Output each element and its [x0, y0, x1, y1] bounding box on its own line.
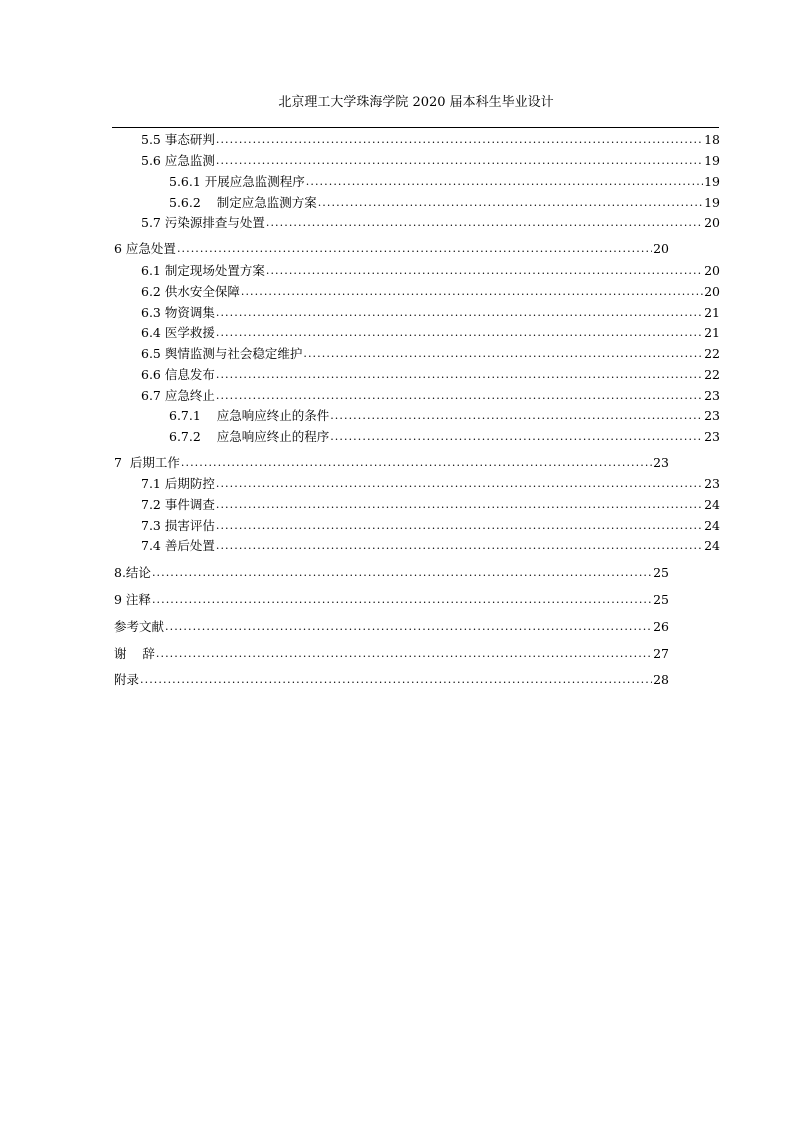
- toc-entry-page: 20: [704, 284, 720, 299]
- toc-entry-label: 7.2 事件调查: [141, 497, 215, 512]
- toc-dot-leader: [216, 538, 703, 554]
- toc-entry[interactable]: [169, 408, 720, 424]
- toc-entry-label: 7.1 后期防控: [141, 476, 215, 491]
- toc-entry-label: 6.5 舆情监测与社会稳定维护: [141, 346, 303, 361]
- toc-dot-leader: [140, 672, 652, 688]
- toc-entry-label: 7.3 损害评估: [141, 518, 215, 533]
- toc-entry-page: 24: [704, 497, 720, 512]
- toc-dot-leader: [177, 241, 652, 257]
- toc-dot-leader: [152, 565, 652, 581]
- toc-entry[interactable]: [141, 215, 720, 231]
- toc-dot-leader: [216, 305, 703, 321]
- toc-dot-leader: [306, 174, 703, 190]
- toc-entry-label: 6.7.1 应急响应终止的条件: [169, 408, 330, 423]
- toc-entry-label: 5.6 应急监测: [141, 153, 215, 168]
- toc-entry[interactable]: [114, 565, 669, 581]
- toc-entry[interactable]: [141, 153, 720, 169]
- toc-entry-page: 23: [653, 455, 669, 470]
- toc-entry[interactable]: [114, 592, 669, 608]
- toc-dot-leader: [152, 592, 652, 608]
- toc-entry-label: 6.3 物资调集: [141, 305, 215, 320]
- toc-entry-page: 19: [704, 153, 720, 168]
- toc-entry[interactable]: [141, 284, 720, 300]
- toc-entry-page: 26: [653, 619, 669, 634]
- toc-dot-leader: [330, 429, 703, 445]
- toc-entry-page: 20: [704, 263, 720, 278]
- toc-entry-page: 19: [704, 174, 720, 189]
- toc-dot-leader: [318, 195, 703, 211]
- toc-entry-page: 20: [704, 215, 720, 230]
- toc-dot-leader: [266, 263, 703, 279]
- toc-dot-leader: [181, 455, 652, 471]
- toc-entry-label: 6.2 供水安全保障: [141, 284, 240, 299]
- toc-entry-label: 附录: [114, 672, 140, 687]
- toc-entry[interactable]: [169, 174, 720, 190]
- toc-entry-label: 6.7.2 应急响应终止的程序: [169, 429, 330, 444]
- header-title: 北京理工大学珠海学院 2020 届本科生毕业设计: [278, 95, 554, 110]
- toc-dot-leader: [266, 215, 703, 231]
- toc-entry-label: 7.4 善后处置: [141, 538, 215, 553]
- toc-entry[interactable]: [141, 538, 720, 554]
- toc-entry[interactable]: [141, 305, 720, 321]
- toc-entry[interactable]: [141, 388, 720, 404]
- toc-dot-leader: [216, 367, 703, 383]
- toc-entry-page: 27: [653, 646, 669, 661]
- toc-entry-label: 8.结论: [114, 565, 151, 580]
- toc-entry-page: 23: [704, 388, 720, 403]
- toc-entry[interactable]: [114, 672, 669, 688]
- toc-entry[interactable]: [141, 518, 720, 534]
- toc-entry[interactable]: [141, 263, 720, 279]
- toc-entry-label: 6.7 应急终止: [141, 388, 215, 403]
- toc-entry-page: 18: [704, 132, 720, 147]
- toc-entry-label: 5.6.2 制定应急监测方案: [169, 195, 317, 210]
- toc-entry[interactable]: [169, 429, 720, 445]
- toc-dot-leader: [216, 476, 703, 492]
- toc-entry[interactable]: [114, 241, 669, 257]
- toc-entry-page: 21: [704, 305, 720, 320]
- toc-entry-label: 9 注释: [114, 592, 151, 607]
- toc-entry-label: 5.7 污染源排查与处置: [141, 215, 265, 230]
- toc-entry-page: 28: [653, 672, 669, 687]
- toc-entry-label: 6.6 信息发布: [141, 367, 215, 382]
- toc-dot-leader: [165, 619, 652, 635]
- toc-entry-label: 参考文献: [114, 619, 165, 634]
- toc-entry-label: 5.6.1 开展应急监测程序: [169, 174, 305, 189]
- toc-entry-page: 24: [704, 538, 720, 553]
- toc-dot-leader: [330, 408, 703, 424]
- toc-dot-leader: [216, 325, 703, 341]
- toc-entry-label: 6.4 医学救援: [141, 325, 215, 340]
- toc-entry-label: 6 应急处置: [114, 241, 176, 256]
- toc-entry[interactable]: [114, 455, 669, 471]
- toc-entry-page: 22: [704, 346, 720, 361]
- toc-dot-leader: [216, 518, 703, 534]
- toc-entry-label: 7 后期工作: [114, 455, 180, 470]
- toc-entry[interactable]: [141, 325, 720, 341]
- toc-dot-leader: [216, 132, 703, 148]
- toc-entry[interactable]: [141, 367, 720, 383]
- toc-entry-label: 5.5 事态研判: [141, 132, 215, 147]
- toc-entry[interactable]: [114, 619, 669, 635]
- toc-entry-label: 谢 辞: [114, 646, 155, 661]
- toc-entry-page: 21: [704, 325, 720, 340]
- toc-dot-leader: [241, 284, 703, 300]
- toc-entry[interactable]: [114, 646, 669, 662]
- toc-entry[interactable]: [141, 497, 720, 513]
- toc-dot-leader: [156, 646, 652, 662]
- toc-entry[interactable]: [141, 346, 720, 362]
- toc-entry[interactable]: [141, 476, 720, 492]
- toc-dot-leader: [216, 153, 703, 169]
- toc-entry-page: 25: [653, 592, 669, 607]
- toc-entry[interactable]: [169, 195, 720, 211]
- toc-dot-leader: [303, 346, 703, 362]
- toc-entry-page: 23: [704, 408, 720, 423]
- toc-entry-page: 25: [653, 565, 669, 580]
- toc-dot-leader: [216, 497, 703, 513]
- toc-entry-page: 23: [704, 476, 720, 491]
- toc-dot-leader: [216, 388, 703, 404]
- toc-entry[interactable]: [141, 132, 720, 148]
- toc-entry-label: 6.1 制定现场处置方案: [141, 263, 265, 278]
- toc-entry-page: 22: [704, 367, 720, 382]
- toc-entry-page: 23: [704, 429, 720, 444]
- toc-entry-page: 19: [704, 195, 720, 210]
- toc-entry-page: 24: [704, 518, 720, 533]
- toc-entry-page: 20: [653, 241, 669, 256]
